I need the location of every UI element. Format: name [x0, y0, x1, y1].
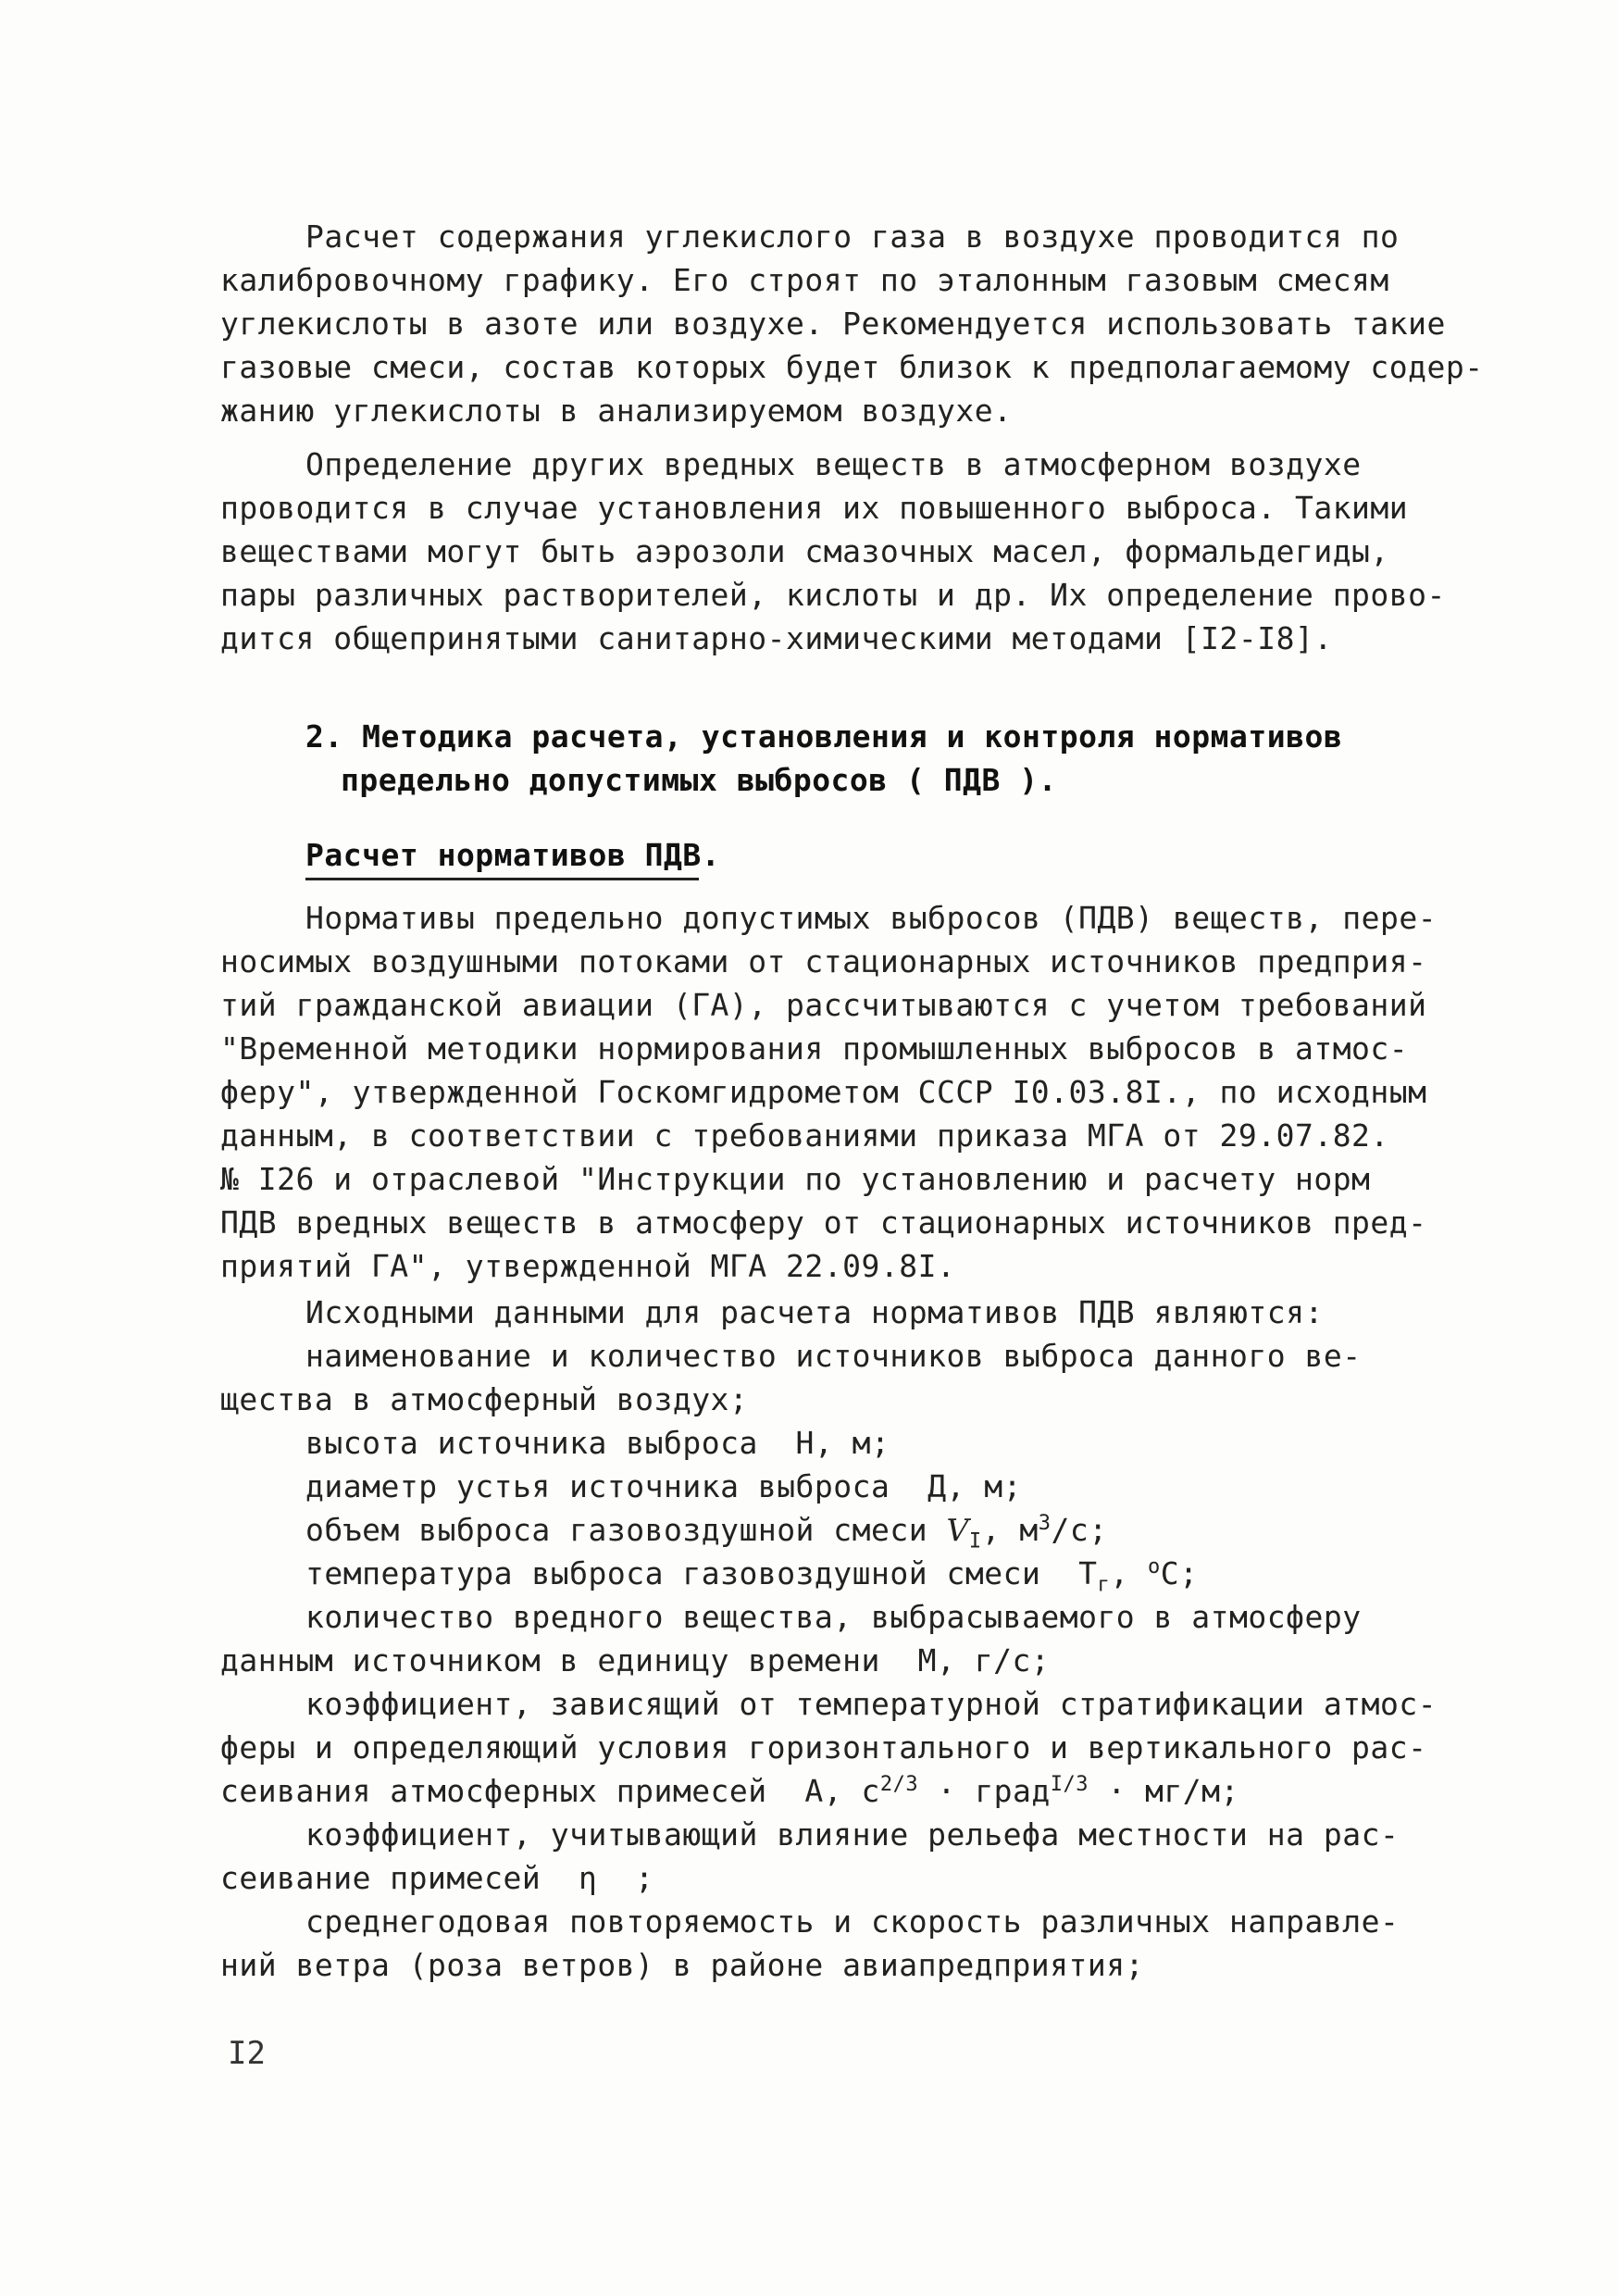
item-gas-volume	[305, 1512, 1108, 1554]
item-gas-volume-text: объем выброса газовоздушной смеси	[305, 1512, 947, 1548]
section-heading-line-1: 2. Методика расчета, установления и контроля нормативов	[305, 718, 1343, 755]
para1-line-1: Расчет содержания углекислого газа в воздухе проводится по	[305, 218, 1400, 255]
para2-line-4: пары различных растворителей, кислоты и др. Их определение прово-	[220, 577, 1446, 613]
item-stratification-unit: · град	[918, 1773, 1051, 1809]
subheading: Расчет нормативов ПДВ.	[305, 837, 721, 873]
para1-line-4: газовые смеси, состав которых будет близок к предполагаемому содер-	[220, 349, 1484, 385]
section-heading-line-2: предельно допустимых выбросов ( ПДВ ).	[341, 762, 1057, 798]
para1-line-5: жанию углекислоты в анализируемом воздухе.	[220, 393, 1013, 429]
exponent-two-thirds: 2/3	[879, 1773, 919, 1796]
item-gas-temperature-text: температура выброса газовоздушной смеси Т	[305, 1555, 1098, 1591]
item-stratification-line-3	[220, 1773, 1239, 1810]
item-gas-volume-unit-tail: /с;	[1051, 1512, 1108, 1548]
para2-line-1: Определение других вредных веществ в атмосферном воздухе	[305, 446, 1362, 482]
item-stratification-unit-tail: · мг/м;	[1088, 1773, 1239, 1809]
symbol-v: V	[946, 1512, 969, 1548]
item-gas-temperature-unit: С;	[1160, 1555, 1199, 1591]
symbol-v-subscript: I	[968, 1529, 982, 1554]
item-source-name-line-2: щества в атмосферный воздух;	[220, 1381, 749, 1417]
item-gas-temperature-sep: ,	[1110, 1555, 1148, 1591]
para3-line-7: № I26 и отраслевой "Инструкции по установлению и расчету норм	[220, 1161, 1371, 1197]
para1-line-3: углекислоты в азоте или воздухе. Рекомендуется использовать такие	[220, 306, 1446, 342]
item-source-height: высота источника выброса Н, м;	[305, 1425, 890, 1461]
exponent-one-third: I/3	[1050, 1773, 1089, 1796]
item-emission-amount-line-2: данным источником в единицу времени М, г/с;	[220, 1642, 1051, 1678]
item-source-name-line-1: наименование и количество источников выброса данного ве-	[305, 1338, 1362, 1374]
item-wind-rose-line-1: среднегодовая повторяемость и скорость различных направле-	[305, 1903, 1400, 1940]
page-number: I2	[228, 2035, 266, 2072]
para3-line-3: тий гражданской авиации (ГА), рассчитываются с учетом требований	[220, 987, 1427, 1023]
symbol-t-subscript: г	[1097, 1573, 1111, 1597]
para3-line-1: Нормативы предельно допустимых выбросов (ПДВ) веществ, пере-	[305, 900, 1438, 936]
item-gas-temperature	[305, 1555, 1199, 1597]
para3-line-9: приятий ГА", утвержденной МГА 22.09.8I.	[220, 1248, 956, 1284]
degree-superscript: о	[1147, 1555, 1161, 1578]
para3-line-4: "Временной методики нормирования промышленных выбросов в атмос-	[220, 1030, 1409, 1067]
item-terrain-line-1: коэффициент, учитывающий влияние рельефа местности на рас-	[305, 1816, 1400, 1853]
para2-line-3: веществами могут быть аэрозоли смазочных масел, формальдегиды,	[220, 533, 1389, 569]
para3-line-6: данным, в соответствии с требованиями приказа МГА от 29.07.82.	[220, 1117, 1389, 1154]
para2-line-2: проводится в случае установления их повышенного выброса. Такими	[220, 490, 1409, 526]
item-wind-rose-line-2: ний ветра (роза ветров) в районе авиапредприятия;	[220, 1947, 1145, 1983]
item-mouth-diameter: диаметр устья источника выброса Д, м;	[305, 1468, 1022, 1504]
unit-cube-superscript: 3	[1038, 1512, 1052, 1535]
para3-line-5: феру", утвержденной Госкомгидрометом СССР I0.03.8I., по исходным	[220, 1074, 1427, 1110]
list-intro: Исходными данными для расчета нормативов ПДВ являются:	[305, 1294, 1324, 1330]
para1-line-2: калибровочному графику. Его строят по эталонным газовым смесям	[220, 262, 1389, 298]
para2-line-5: дится общепринятыми санитарно-химическими методами [I2-I8].	[220, 620, 1333, 656]
item-gas-volume-unit: , м	[981, 1512, 1039, 1548]
para3-line-2: носимых воздушными потоками от стационарных источников предприя-	[220, 943, 1427, 980]
item-emission-amount-line-1: количество вредного вещества, выбрасываемого в атмосферу	[305, 1599, 1362, 1635]
item-stratification-text: сеивания атмосферных примесей А, с	[220, 1773, 880, 1809]
subheading-underline	[305, 878, 699, 880]
para3-line-8: ПДВ вредных веществ в атмосферу от стационарных источников пред-	[220, 1204, 1427, 1241]
item-terrain-line-2: сеивание примесей η ;	[220, 1860, 654, 1896]
item-stratification-line-1: коэффициент, зависящий от температурной стратификации атмос-	[305, 1686, 1438, 1722]
item-stratification-line-2: феры и определяющий условия горизонтального и вертикального рас-	[220, 1729, 1427, 1766]
